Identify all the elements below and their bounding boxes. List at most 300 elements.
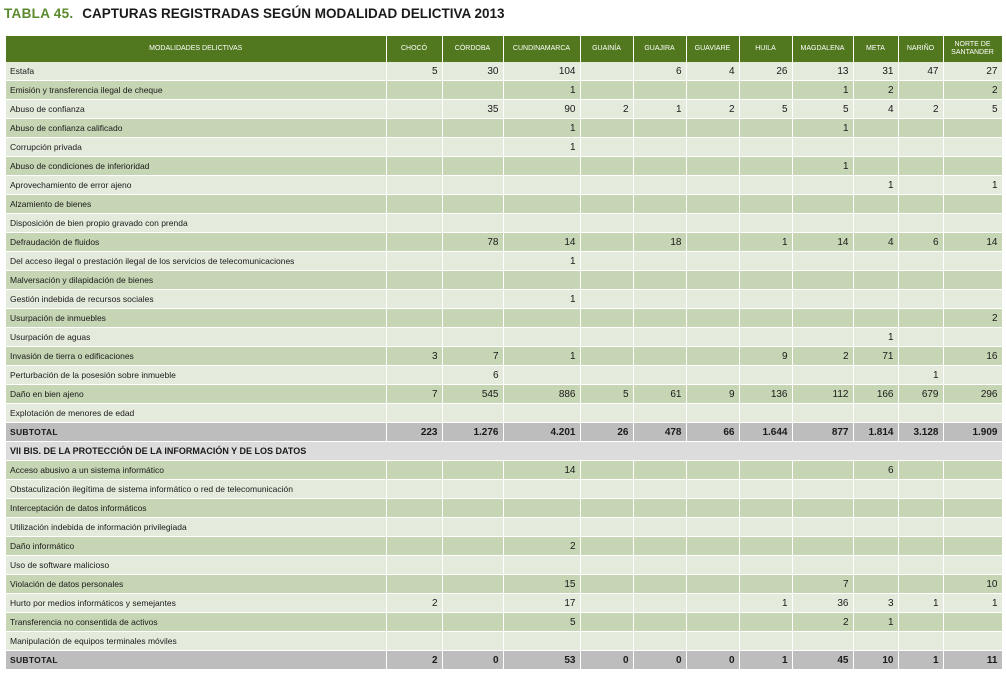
table-row (6, 252, 1002, 271)
table-row (6, 176, 1002, 195)
table-cell (943, 119, 1002, 138)
table-cell (686, 537, 739, 556)
table-cell (633, 518, 686, 537)
table-cell: 886 (503, 385, 580, 404)
table-cell (633, 138, 686, 157)
table-cell (442, 119, 503, 138)
table-cell (943, 271, 1002, 290)
table-cell: 7 (792, 575, 853, 594)
table-cell (898, 328, 943, 347)
table-cell: 2 (686, 100, 739, 119)
table-cell (686, 233, 739, 252)
table-cell (898, 290, 943, 309)
table-cell (386, 233, 442, 252)
table-cell (386, 81, 442, 100)
table-cell (792, 632, 853, 651)
table-cell (898, 537, 943, 556)
row-label: Invasión de tierra o edificaciones (6, 347, 386, 366)
table-cell (386, 328, 442, 347)
table-cell: 2 (853, 81, 898, 100)
table-cell (580, 613, 633, 632)
table-cell (898, 480, 943, 499)
table-cell: 5 (580, 385, 633, 404)
table-cell (386, 176, 442, 195)
table-cell (442, 404, 503, 423)
table-cell: 9 (686, 385, 739, 404)
table-cell (580, 480, 633, 499)
table-cell (853, 366, 898, 385)
table-cell (792, 290, 853, 309)
table-cell (943, 290, 1002, 309)
table-cell: 2 (580, 100, 633, 119)
table-cell (580, 119, 633, 138)
table-cell: 223 (386, 423, 442, 442)
table-cell (386, 632, 442, 651)
table-cell (442, 214, 503, 233)
table-cell: 296 (943, 385, 1002, 404)
table-cell (898, 176, 943, 195)
row-label: Usurpación de aguas (6, 328, 386, 347)
table-title (4, 3, 505, 25)
table-cell (633, 366, 686, 385)
table-row (6, 271, 1002, 290)
table-cell (503, 366, 580, 385)
row-label: Acceso abusivo a un sistema informático (6, 461, 386, 480)
table-cell (633, 480, 686, 499)
table-row (6, 385, 1002, 404)
table-cell: 10 (853, 651, 898, 670)
table-cell (686, 309, 739, 328)
table-row (6, 100, 1002, 119)
table-cell: 14 (503, 233, 580, 252)
table-cell (386, 366, 442, 385)
table-cell (853, 309, 898, 328)
row-label: Perturbación de la posesión sobre inmueble (6, 366, 386, 385)
table-cell (686, 119, 739, 138)
table-row (6, 138, 1002, 157)
row-label: Transferencia no consentida de activos (6, 613, 386, 632)
table-cell (503, 556, 580, 575)
row-label: Del acceso ilegal o prestación ilegal de los servicios de telecomunicaciones (6, 252, 386, 271)
table-cell (739, 195, 792, 214)
table-cell (633, 176, 686, 195)
table-cell: 0 (686, 651, 739, 670)
table-cell: 112 (792, 385, 853, 404)
row-label: Defraudación de fluidos (6, 233, 386, 252)
row-label: Malversación y dilapidación de bienes (6, 271, 386, 290)
row-label: Manipulación de equipos terminales móviles (6, 632, 386, 651)
table-row (6, 119, 1002, 138)
table-cell (739, 290, 792, 309)
table-cell: 1.276 (442, 423, 503, 442)
table-cell (739, 480, 792, 499)
table-cell (503, 632, 580, 651)
table-cell: 31 (853, 62, 898, 81)
table-cell: 545 (442, 385, 503, 404)
table-cell (686, 499, 739, 518)
table-cell (898, 499, 943, 518)
table-cell (442, 594, 503, 613)
table-cell (442, 271, 503, 290)
table-cell (686, 81, 739, 100)
table-cell (580, 632, 633, 651)
table-cell (943, 214, 1002, 233)
table-cell: 35 (442, 100, 503, 119)
table-cell (792, 537, 853, 556)
table-cell (442, 537, 503, 556)
table-cell (686, 138, 739, 157)
row-label: Usurpación de inmuebles (6, 309, 386, 328)
table-cell (580, 309, 633, 328)
table-cell (686, 594, 739, 613)
table-row (6, 518, 1002, 537)
table-cell (739, 176, 792, 195)
table-cell (503, 271, 580, 290)
table-heading: CAPTURAS REGISTRADAS SEGÚN MODALIDAD DELICTIVA 2013 (82, 6, 505, 21)
table-cell (943, 613, 1002, 632)
table-cell (633, 632, 686, 651)
table-cell: 2 (386, 651, 442, 670)
table-cell (580, 366, 633, 385)
table-cell: 1 (853, 613, 898, 632)
table-cell (580, 195, 633, 214)
row-label: Abuso de confianza (6, 100, 386, 119)
table-cell (792, 518, 853, 537)
table-cell (580, 214, 633, 233)
table-cell (633, 613, 686, 632)
table-cell (943, 518, 1002, 537)
table-cell (633, 347, 686, 366)
table-cell: 6 (633, 62, 686, 81)
row-label: Violación de datos personales (6, 575, 386, 594)
row-label: Explotación de menores de edad (6, 404, 386, 423)
table-cell (386, 157, 442, 176)
table-cell (503, 499, 580, 518)
table-cell (442, 138, 503, 157)
table-cell (853, 119, 898, 138)
table-cell (442, 518, 503, 537)
table-cell: 1 (503, 81, 580, 100)
table-cell: 1.909 (943, 423, 1002, 442)
table-cell (686, 366, 739, 385)
table-cell (580, 461, 633, 480)
table-cell (943, 195, 1002, 214)
table-cell: 4.201 (503, 423, 580, 442)
table-cell (686, 176, 739, 195)
table-cell: 4 (853, 100, 898, 119)
table-cell (686, 404, 739, 423)
table-cell (503, 214, 580, 233)
table-cell (792, 480, 853, 499)
table-cell (386, 252, 442, 271)
captures-table (6, 36, 1003, 670)
table-cell (739, 461, 792, 480)
table-row (6, 575, 1002, 594)
table-cell: 1.644 (739, 423, 792, 442)
table-cell (633, 81, 686, 100)
table-cell (853, 404, 898, 423)
row-label: Alzamiento de bienes (6, 195, 386, 214)
table-cell (898, 81, 943, 100)
table-cell (633, 214, 686, 233)
column-header: GUAJIRA (633, 36, 686, 62)
table-cell: 2 (386, 594, 442, 613)
table-cell (943, 480, 1002, 499)
table-cell (853, 518, 898, 537)
table-cell (739, 366, 792, 385)
table-cell (943, 632, 1002, 651)
table-cell (686, 195, 739, 214)
table-row (6, 290, 1002, 309)
table-row (6, 214, 1002, 233)
table-cell (739, 81, 792, 100)
table-cell (943, 537, 1002, 556)
table-cell: 90 (503, 100, 580, 119)
table-cell: 1 (633, 100, 686, 119)
table-cell: 27 (943, 62, 1002, 81)
table-cell: 1 (739, 233, 792, 252)
table-cell (633, 461, 686, 480)
table-cell: 2 (943, 309, 1002, 328)
table-cell (686, 480, 739, 499)
table-cell: 1 (503, 119, 580, 138)
table-cell: 1 (943, 176, 1002, 195)
table-row (6, 594, 1002, 613)
table-cell (739, 138, 792, 157)
table-cell (386, 613, 442, 632)
table-cell: 15 (503, 575, 580, 594)
table-cell (580, 157, 633, 176)
table-row (6, 328, 1002, 347)
subtotal-row (6, 423, 1002, 442)
row-label: Daño en bien ajeno (6, 385, 386, 404)
table-cell: 36 (792, 594, 853, 613)
table-cell (633, 575, 686, 594)
table-cell (686, 290, 739, 309)
table-cell (898, 271, 943, 290)
table-cell (739, 632, 792, 651)
table-cell: 78 (442, 233, 503, 252)
table-cell (898, 575, 943, 594)
table-row (6, 613, 1002, 632)
table-cell (898, 252, 943, 271)
table-cell: 2 (943, 81, 1002, 100)
table-row (6, 556, 1002, 575)
table-cell: 14 (792, 233, 853, 252)
table-cell: 2 (898, 100, 943, 119)
table-cell (580, 290, 633, 309)
table-cell: 1 (503, 290, 580, 309)
table-cell (898, 138, 943, 157)
table-cell (386, 119, 442, 138)
table-cell (503, 480, 580, 499)
table-cell (633, 157, 686, 176)
row-label: Abuso de condiciones de inferioridad (6, 157, 386, 176)
table-cell: 6 (898, 233, 943, 252)
table-cell: 5 (792, 100, 853, 119)
table-cell: 7 (442, 347, 503, 366)
section-title: VII BIS. DE LA PROTECCIÓN DE LA INFORMACIÓN Y DE LOS DATOS (6, 442, 1002, 461)
table-cell (792, 138, 853, 157)
table-cell: 1 (739, 594, 792, 613)
table-cell (792, 404, 853, 423)
table-cell: 136 (739, 385, 792, 404)
table-cell: 166 (853, 385, 898, 404)
table-cell (386, 214, 442, 233)
table-cell (943, 328, 1002, 347)
table-number: TABLA 45. (4, 6, 74, 21)
row-label: Abuso de confianza calificado (6, 119, 386, 138)
table-cell (792, 176, 853, 195)
column-header: GUAVIARE (686, 36, 739, 62)
table-row (6, 537, 1002, 556)
row-label: SUBTOTAL (6, 423, 386, 442)
table-cell: 5 (943, 100, 1002, 119)
table-cell (853, 271, 898, 290)
table-cell (898, 404, 943, 423)
table-cell (739, 309, 792, 328)
table-cell (633, 252, 686, 271)
table-cell (503, 176, 580, 195)
table-cell (386, 271, 442, 290)
row-label: Interceptación de datos informáticos (6, 499, 386, 518)
table-cell (580, 594, 633, 613)
table-cell: 1 (853, 176, 898, 195)
table-cell (386, 290, 442, 309)
table-cell: 6 (442, 366, 503, 385)
row-label: Estafa (6, 62, 386, 81)
table-cell: 1 (792, 119, 853, 138)
table-cell (580, 271, 633, 290)
table-cell (580, 499, 633, 518)
section-header-row (6, 442, 1002, 461)
table-cell (739, 119, 792, 138)
table-cell: 16 (943, 347, 1002, 366)
table-cell (739, 537, 792, 556)
row-label: Hurto por medios informáticos y semejantes (6, 594, 386, 613)
table-cell (580, 138, 633, 157)
table-cell (686, 347, 739, 366)
table-cell (633, 328, 686, 347)
table-cell (503, 309, 580, 328)
row-label: Utilización indebida de información privilegiada (6, 518, 386, 537)
table-cell (686, 518, 739, 537)
table-cell (739, 613, 792, 632)
table-cell: 14 (943, 233, 1002, 252)
table-cell: 47 (898, 62, 943, 81)
table-cell: 1 (503, 347, 580, 366)
table-row (6, 233, 1002, 252)
table-cell (386, 461, 442, 480)
table-cell (442, 157, 503, 176)
table-cell (386, 537, 442, 556)
table-cell (898, 309, 943, 328)
table-cell: 18 (633, 233, 686, 252)
table-cell (739, 404, 792, 423)
table-cell (503, 404, 580, 423)
table-cell: 2 (503, 537, 580, 556)
row-label: Gestión indebida de recursos sociales (6, 290, 386, 309)
table-cell (792, 461, 853, 480)
table-cell (739, 252, 792, 271)
table-cell (943, 499, 1002, 518)
table-cell (792, 328, 853, 347)
table-cell (633, 309, 686, 328)
table-cell (739, 214, 792, 233)
table-cell (442, 290, 503, 309)
row-label: Disposición de bien propio gravado con prenda (6, 214, 386, 233)
table-cell (503, 195, 580, 214)
table-cell: 2 (792, 347, 853, 366)
table-cell: 2 (792, 613, 853, 632)
table-cell (739, 556, 792, 575)
table-cell (580, 404, 633, 423)
table-cell (503, 328, 580, 347)
table-cell: 17 (503, 594, 580, 613)
table-cell (898, 214, 943, 233)
table-cell (442, 309, 503, 328)
table-cell (633, 537, 686, 556)
column-header: NARIÑO (898, 36, 943, 62)
table-cell (580, 252, 633, 271)
table-cell (442, 499, 503, 518)
table-cell: 1.814 (853, 423, 898, 442)
table-cell (686, 214, 739, 233)
table-cell: 478 (633, 423, 686, 442)
table-row (6, 461, 1002, 480)
table-cell (580, 518, 633, 537)
table-cell (943, 461, 1002, 480)
table-row (6, 632, 1002, 651)
table-cell: 11 (943, 651, 1002, 670)
table-cell: 3.128 (898, 423, 943, 442)
table-cell: 66 (686, 423, 739, 442)
table-cell (580, 233, 633, 252)
table-cell (442, 328, 503, 347)
table-cell (898, 556, 943, 575)
table-cell (386, 556, 442, 575)
table-cell (442, 252, 503, 271)
table-cell (580, 81, 633, 100)
table-cell (386, 499, 442, 518)
table-cell (442, 176, 503, 195)
column-header: META (853, 36, 898, 62)
table-cell (633, 499, 686, 518)
column-header: HUILA (739, 36, 792, 62)
table-cell: 0 (633, 651, 686, 670)
table-cell: 4 (853, 233, 898, 252)
table-cell (386, 404, 442, 423)
table-cell: 45 (792, 651, 853, 670)
table-cell: 5 (386, 62, 442, 81)
table-cell (386, 100, 442, 119)
table-cell (853, 214, 898, 233)
table-cell (853, 252, 898, 271)
table-cell: 1 (792, 157, 853, 176)
table-cell (792, 556, 853, 575)
table-cell: 877 (792, 423, 853, 442)
table-cell (386, 518, 442, 537)
table-cell: 104 (503, 62, 580, 81)
table-cell (853, 157, 898, 176)
table-cell (853, 537, 898, 556)
table-cell: 0 (580, 651, 633, 670)
table-cell (792, 366, 853, 385)
table-cell (442, 575, 503, 594)
table-cell (792, 309, 853, 328)
table-row (6, 499, 1002, 518)
table-row (6, 309, 1002, 328)
